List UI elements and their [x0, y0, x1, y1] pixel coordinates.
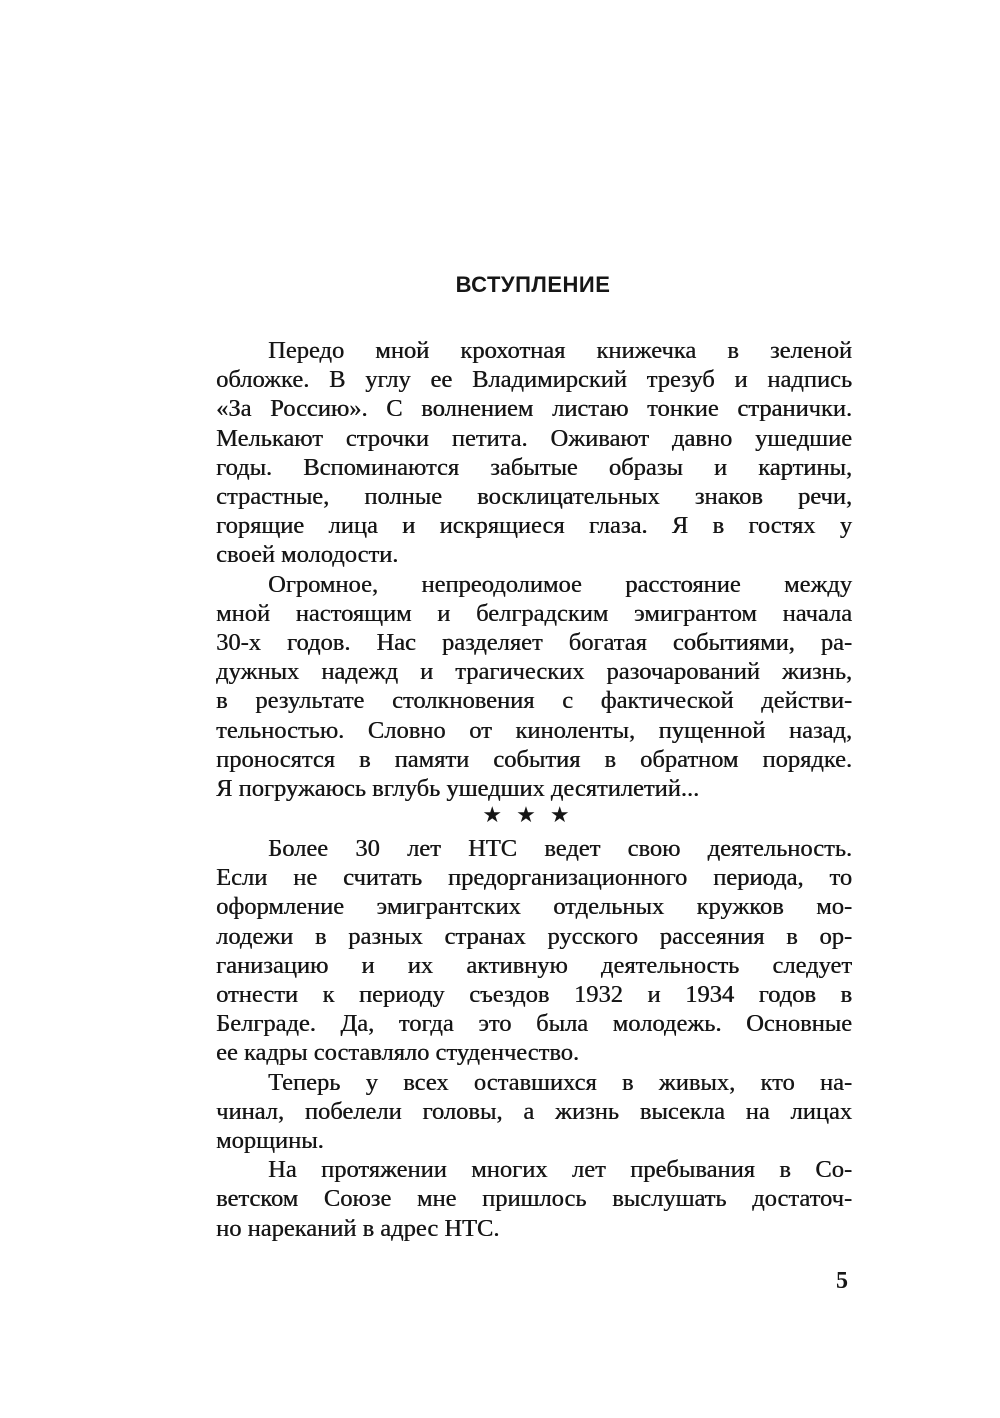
text-line: ее кадры составляло студенчество.	[216, 1039, 579, 1067]
text-line: «За Россию». С волнением листаю тонкие странички.	[216, 395, 852, 423]
text-line: отнести к периоду съездов 1932 и 1934 годов в	[216, 981, 852, 1008]
text-line: морщины.	[216, 1127, 324, 1154]
text-line: горящие лица и искрящиеся глаза. Я в гостях у	[216, 512, 852, 540]
section-separator: ★★★	[482, 802, 584, 827]
paragraph-first-line: Более 30 лет НТС ведет свою деятельность.	[268, 835, 852, 862]
paragraph-first-line: Передо мной крохотная книжечка в зеленой	[268, 337, 852, 364]
text-line: ветском Союзе мне пришлось выслушать достаточ-	[216, 1185, 852, 1213]
text-line: Белграде. Да, тогда это была молодежь. Основные	[216, 1010, 852, 1038]
text-line: годы. Вспоминаются забытые образы и картины,	[216, 453, 852, 481]
text-line: проносятся в памяти события в обратном порядке.	[216, 745, 852, 773]
text-line: оформление эмигрантских отдельных кружков мо-	[216, 893, 852, 921]
text-line: Я погружаюсь вглубь ушедших десятилетий...	[216, 775, 700, 802]
text-line: лодежи в разных странах русского рассеяния в ор-	[216, 922, 852, 950]
text-line: дужных надежд и трагических разочарований жизнь,	[216, 658, 852, 686]
paragraph-first-line: Огромное, непреодолимое расстояние между	[268, 570, 852, 598]
text-line: Если не считать предорганизационного периода, то	[216, 864, 852, 892]
text-line: мной настоящим и белградским эмигрантом начала	[216, 599, 852, 627]
text-line: 30-х годов. Нас разделяет богатая событиями, ра-	[216, 629, 852, 656]
text-line: страстные, полные восклицательных знаков речи,	[216, 483, 852, 510]
text-line: своей молодости.	[216, 541, 399, 569]
text-line: обложке. В углу ее Владимирский трезуб и надпись	[216, 366, 852, 394]
text-line: ганизацию и их активную деятельность следует	[216, 951, 852, 979]
page-number: 5	[836, 1268, 848, 1294]
chapter-title: ВСТУПЛЕНИЕ	[455, 272, 611, 297]
text-line: но нареканий в адрес НТС.	[216, 1214, 500, 1242]
paragraph-first-line: На протяжении многих лет пребывания в Со-	[268, 1156, 852, 1184]
text-line: чинал, побелели головы, а жизнь высекла на лицах	[216, 1097, 852, 1125]
paragraph-first-line: Теперь у всех оставшихся в живых, кто на-	[268, 1068, 852, 1096]
text-line: тельностью. Словно от киноленты, пущенной назад,	[216, 716, 852, 744]
text-line: в результате столкновения с фактической действи-	[216, 687, 852, 715]
text-line: Мелькают строчки петита. Оживают давно ушедшие	[216, 424, 852, 452]
